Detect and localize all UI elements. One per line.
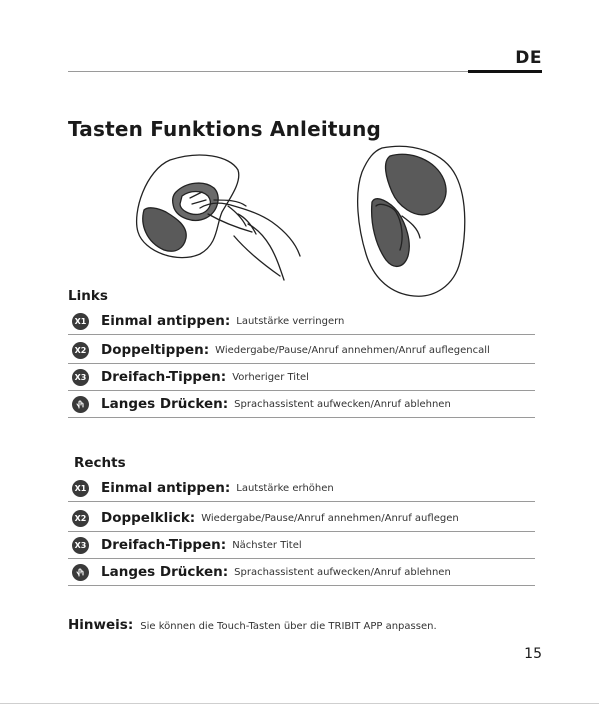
row-label: Dreifach-Tippen: <box>101 537 227 553</box>
table-row <box>68 475 535 502</box>
row-description: Vorheriger Titel <box>232 371 309 383</box>
table-row <box>68 505 535 532</box>
row-label: Einmal antippen: <box>101 313 231 329</box>
row-description: Nächster Titel <box>232 539 302 551</box>
section-heading-left: Links <box>68 288 108 304</box>
x1-badge: X1 <box>72 313 89 330</box>
language-code: DE <box>515 48 542 68</box>
header-rule-accent <box>468 70 542 73</box>
note <box>68 617 437 633</box>
row-label: Einmal antippen: <box>101 480 231 496</box>
note-text: Sie können die Touch-Tasten über die TRIBIT APP anpassen. <box>140 621 437 632</box>
section-heading-right: Rechts <box>74 455 126 471</box>
row-description: Sprachassistent aufwecken/Anruf ablehnen <box>234 398 451 410</box>
row-label: Doppelklick: <box>101 510 196 526</box>
page-number: 15 <box>524 646 542 662</box>
row-label: Langes Drücken: <box>101 564 229 580</box>
row-description: Lautstärke erhöhen <box>236 482 334 494</box>
x1-badge: X1 <box>72 480 89 497</box>
x2-badge: X2 <box>72 342 89 359</box>
row-label: Dreifach-Tippen: <box>101 369 227 385</box>
x3-badge: X3 <box>72 537 89 554</box>
bottom-edge <box>0 703 599 704</box>
x3-badge: X3 <box>72 369 89 386</box>
table-row <box>68 559 535 586</box>
note-label: Hinweis: <box>68 617 134 633</box>
header-rule <box>68 71 468 72</box>
row-description: Wiedergabe/Pause/Anruf annehmen/Anruf auflegen <box>201 512 459 524</box>
row-label: Langes Drücken: <box>101 396 229 412</box>
hold-icon <box>72 396 89 413</box>
table-row <box>68 364 535 391</box>
right-earbud-illustration <box>352 142 474 300</box>
left-earbud-touch-illustration <box>130 152 310 284</box>
table-row <box>68 532 535 559</box>
hold-icon <box>72 564 89 581</box>
page-title: Tasten Funktions Anleitung <box>68 117 382 141</box>
table-row <box>68 308 535 335</box>
x2-badge: X2 <box>72 510 89 527</box>
table-row <box>68 391 535 418</box>
table-row <box>68 337 535 364</box>
row-description: Wiedergabe/Pause/Anruf annehmen/Anruf auflegencall <box>215 344 490 356</box>
row-label: Doppeltippen: <box>101 342 210 358</box>
row-description: Lautstärke verringern <box>236 315 345 327</box>
row-description: Sprachassistent aufwecken/Anruf ablehnen <box>234 566 451 578</box>
